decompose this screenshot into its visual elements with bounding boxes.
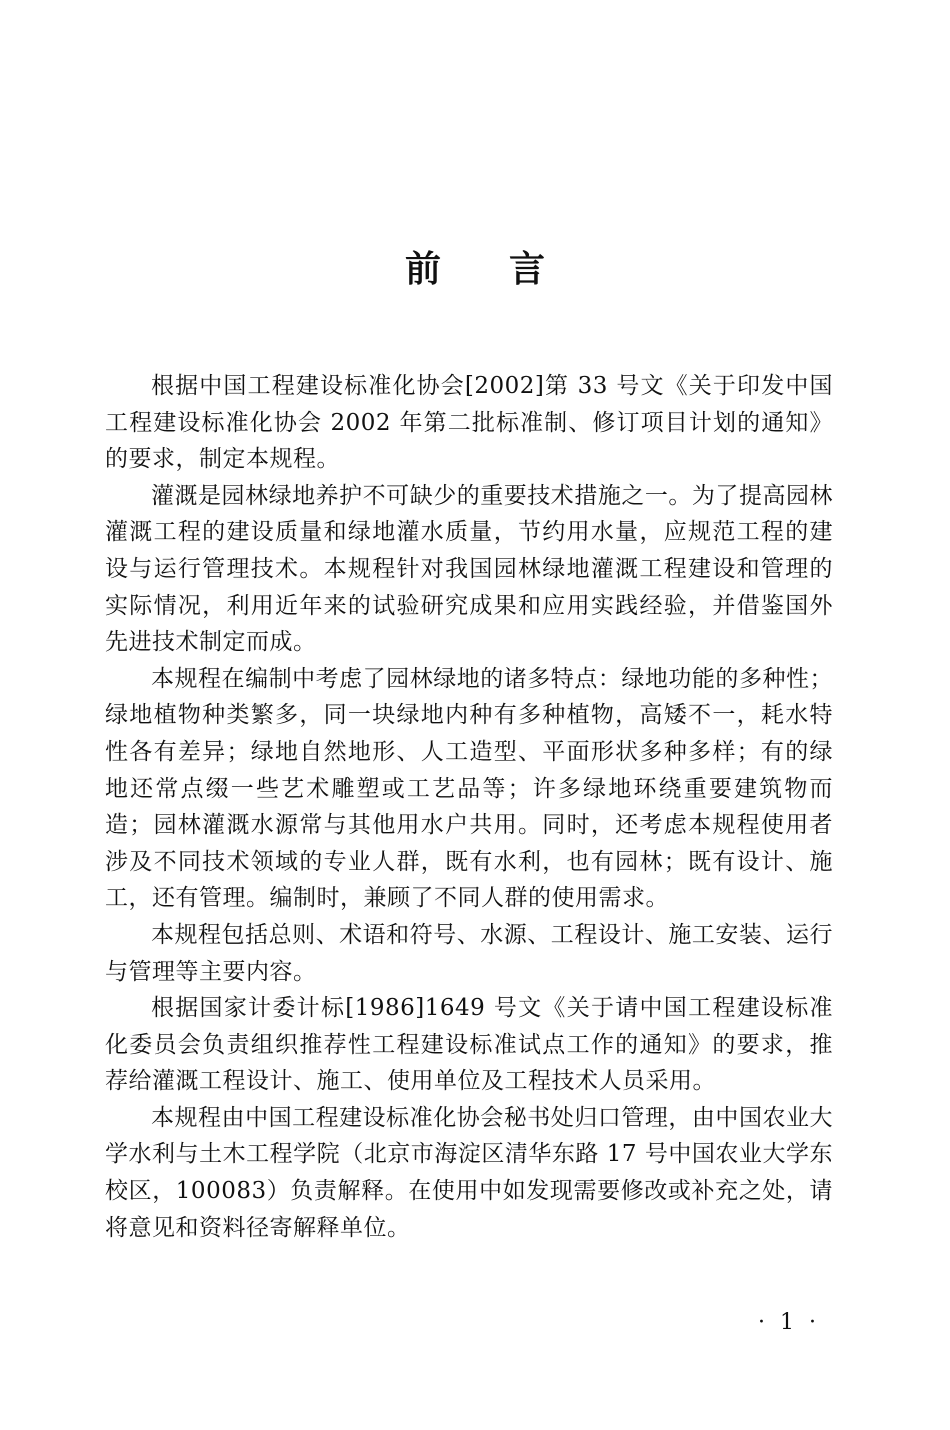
preface-body — [105, 368, 833, 1246]
paragraph: 本规程由中国工程建设标准化协会秘书处归口管理，由中国农业大学水利与土木工程学院（北京市海淀区清华东路 17 号中国农业大学东校区，100083）负责解释。在使用中如发现需要修改或补充之处，请将意见和资料径寄解释单位。 — [105, 1104, 833, 1241]
paragraph: 灌溉是园林绿地养护不可缺少的重要技术措施之一。为了提高园林灌溉工程的建设质量和绿地灌水质量，节约用水量，应规范工程的建设与运行管理技术。本规程针对我国园林绿地灌溉工程建设和管理的实际情况，利用近年来的试验研究成果和应用实践经验，并借鉴国外先进技术制定而成。 — [105, 482, 833, 656]
page-number: · 1 · — [758, 1310, 820, 1335]
paragraph: 本规程包括总则、术语和符号、水源、工程设计、施工安装、运行与管理等主要内容。 — [105, 921, 833, 985]
page-title: 前言 — [404, 249, 613, 290]
paragraph: 本规程在编制中考虑了园林绿地的诸多特点：绿地功能的多种性；绿地植物种类繁多，同一块绿地内种有多种植物，高矮不一，耗水特性各有差异；绿地自然地形、人工造型、平面形状多种多样；有的绿地还常点缀一些艺术雕塑或工艺品等；许多绿地环绕重要建筑物而造；园林灌溉水源常与其他用水户共用。同时，还考虑本规程使用者涉及不同技术领域的专业人群，既有水利，也有园林；既有设计、施工，还有管理。编制时，兼顾了不同人群的使用需求。 — [105, 665, 833, 912]
paragraph: 根据中国工程建设标准化协会[2002]第 33 号文《关于印发中国工程建设标准化协会 2002 年第二批标准制、修订项目计划的通知》的要求，制定本规程。 — [105, 373, 833, 473]
paragraph: 根据国家计委计标[1986]1649 号文《关于请中国工程建设标准化委员会负责组织推荐性工程建设标准试点工作的通知》的要求，推荐给灌溉工程设计、施工、使用单位及工程技术人员采用。 — [105, 995, 833, 1095]
